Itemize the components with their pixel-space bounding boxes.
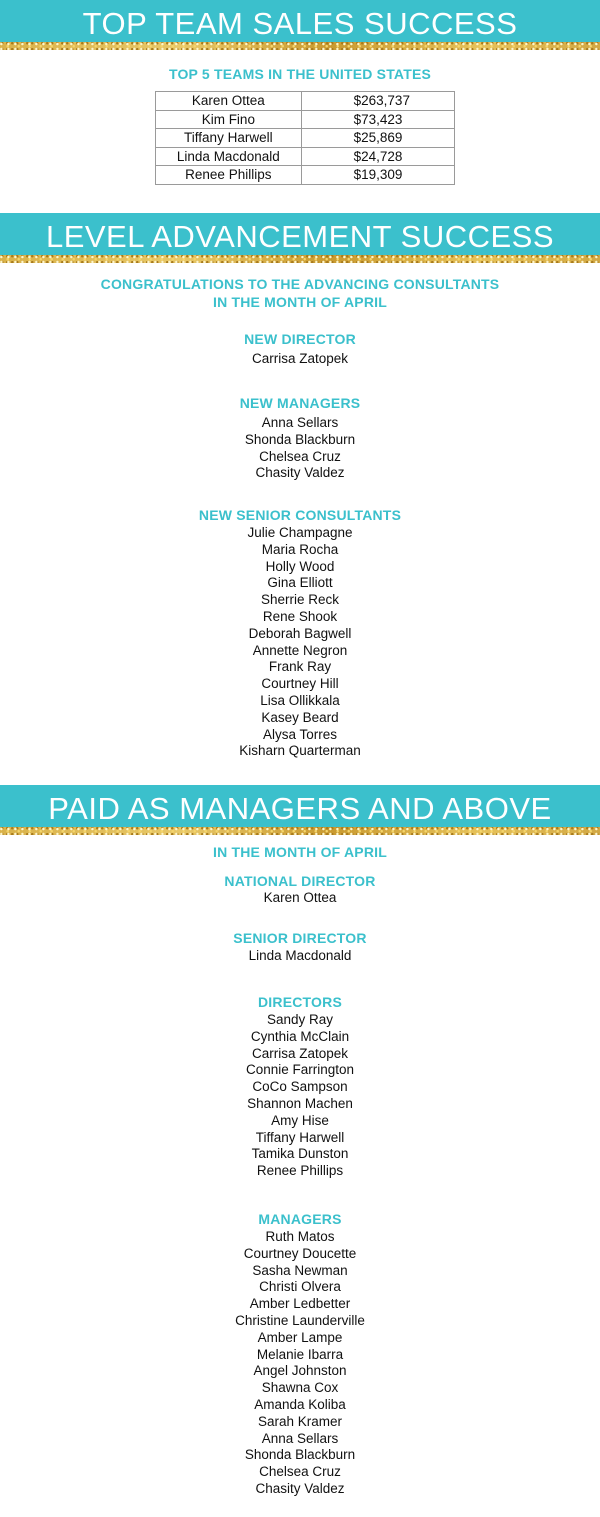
list-item: Amber Lampe bbox=[257, 1329, 343, 1345]
list-item: Melanie Ibarra bbox=[256, 1346, 344, 1362]
list-item: Chasity Valdez bbox=[255, 465, 345, 481]
top-teams-subtitle: TOP 5 TEAMS IN THE UNITED STATES bbox=[168, 66, 432, 82]
top-team-banner bbox=[0, 0, 600, 42]
table-row bbox=[156, 166, 455, 185]
list-item: Holly Wood bbox=[265, 558, 335, 574]
list-item: Kasey Beard bbox=[261, 709, 339, 725]
team-sales-amount: $24,728 bbox=[301, 147, 454, 166]
list-item: Sasha Newman bbox=[252, 1262, 348, 1278]
list-item: CoCo Sampson bbox=[252, 1079, 348, 1095]
list-item: Sandy Ray bbox=[266, 1012, 334, 1027]
list-item: Chelsea Cruz bbox=[259, 448, 341, 464]
team-sales-amount: $19,309 bbox=[301, 166, 454, 185]
list-item: Anna Sellars bbox=[261, 415, 339, 430]
managers-heading: MANAGERS bbox=[258, 1211, 342, 1227]
list-item: Kisharn Quarterman bbox=[239, 743, 361, 759]
senior-director-heading: SENIOR DIRECTOR bbox=[233, 930, 367, 946]
list-item: Amy Hise bbox=[271, 1112, 329, 1128]
list-item: Maria Rocha bbox=[261, 541, 339, 557]
list-item: Shonda Blackburn bbox=[244, 431, 356, 447]
level-advancement-title: LEVEL ADVANCEMENT SUCCESS bbox=[45, 219, 555, 254]
advancing-intro-line2: IN THE MONTH OF APRIL bbox=[212, 294, 387, 310]
list-item: Deborah Bagwell bbox=[248, 625, 352, 641]
list-item: Shannon Machen bbox=[247, 1095, 353, 1111]
paid-as-managers-title: PAID AS MANAGERS AND ABOVE bbox=[48, 791, 552, 826]
list-item: Anna Sellars bbox=[261, 1430, 339, 1446]
new-senior-consultants-list bbox=[0, 525, 600, 760]
paid-as-intro: IN THE MONTH OF APRIL bbox=[212, 844, 387, 860]
list-item: Christi Olvera bbox=[259, 1279, 341, 1295]
top-teams-table bbox=[155, 91, 455, 185]
table-row bbox=[156, 110, 455, 129]
table-row bbox=[156, 92, 455, 111]
list-item: Cynthia McClain bbox=[250, 1028, 350, 1044]
list-item: Lisa Ollikkala bbox=[260, 692, 340, 708]
list-item: Shawna Cox bbox=[261, 1380, 339, 1396]
level-advancement-banner bbox=[0, 213, 600, 255]
list-item: Ruth Matos bbox=[265, 1229, 335, 1244]
table-row bbox=[156, 147, 455, 166]
team-leader-name: Karen Ottea bbox=[156, 92, 302, 111]
list-item: Carrisa Zatopek bbox=[251, 1045, 349, 1061]
list-item: Christine Launderville bbox=[235, 1312, 365, 1328]
list-item: Julie Champagne bbox=[247, 525, 353, 540]
team-leader-name: Renee Phillips bbox=[156, 166, 302, 185]
team-sales-amount: $73,423 bbox=[301, 110, 454, 129]
team-leader-name: Tiffany Harwell bbox=[156, 129, 302, 148]
team-sales-amount: $25,869 bbox=[301, 129, 454, 148]
gold-glitter-divider bbox=[0, 827, 600, 835]
list-item: Shonda Blackburn bbox=[244, 1447, 356, 1463]
list-item: Carrisa Zatopek bbox=[251, 351, 349, 366]
table-row bbox=[156, 129, 455, 148]
list-item: Amber Ledbetter bbox=[249, 1296, 351, 1312]
senior-director-list bbox=[0, 948, 600, 965]
paid-as-managers-banner bbox=[0, 785, 600, 827]
directors-heading: DIRECTORS bbox=[258, 994, 342, 1010]
team-sales-amount: $263,737 bbox=[301, 92, 454, 111]
list-item: Tiffany Harwell bbox=[255, 1129, 345, 1145]
new-managers-heading: NEW MANAGERS bbox=[239, 395, 361, 411]
list-item: Connie Farrington bbox=[245, 1062, 355, 1078]
list-item: Sarah Kramer bbox=[257, 1413, 343, 1429]
top-team-title: TOP TEAM SALES SUCCESS bbox=[82, 6, 518, 41]
list-item: Gina Elliott bbox=[267, 575, 333, 591]
list-item: Linda Macdonald bbox=[248, 948, 352, 963]
list-item: Alysa Torres bbox=[262, 726, 338, 742]
list-item: Chasity Valdez bbox=[255, 1480, 345, 1496]
national-director-heading: NATIONAL DIRECTOR bbox=[224, 873, 376, 889]
new-managers-list bbox=[0, 415, 600, 482]
team-leader-name: Linda Macdonald bbox=[156, 147, 302, 166]
gold-glitter-divider bbox=[0, 255, 600, 263]
national-director-list bbox=[0, 890, 600, 907]
list-item: Courtney Doucette bbox=[243, 1245, 357, 1261]
list-item: Tamika Dunston bbox=[251, 1146, 349, 1162]
list-item: Frank Ray bbox=[268, 659, 332, 675]
list-item: Sherrie Reck bbox=[260, 592, 340, 608]
list-item: Annette Negron bbox=[252, 642, 348, 658]
new-director-heading: NEW DIRECTOR bbox=[244, 331, 356, 347]
list-item: Angel Johnston bbox=[253, 1363, 347, 1379]
gold-glitter-divider bbox=[0, 42, 600, 50]
list-item: Karen Ottea bbox=[263, 890, 337, 905]
team-leader-name: Kim Fino bbox=[156, 110, 302, 129]
list-item: Rene Shook bbox=[262, 608, 338, 624]
directors-list bbox=[0, 1012, 600, 1180]
list-item: Amanda Koliba bbox=[254, 1396, 346, 1412]
list-item: Renee Phillips bbox=[256, 1163, 344, 1179]
list-item: Courtney Hill bbox=[261, 676, 339, 692]
advancing-intro-line1: CONGRATULATIONS TO THE ADVANCING CONSULTANTS bbox=[100, 276, 500, 292]
managers-list bbox=[0, 1229, 600, 1498]
new-senior-consultants-heading: NEW SENIOR CONSULTANTS bbox=[198, 507, 402, 523]
new-director-list bbox=[0, 351, 600, 368]
list-item: Chelsea Cruz bbox=[259, 1464, 341, 1480]
